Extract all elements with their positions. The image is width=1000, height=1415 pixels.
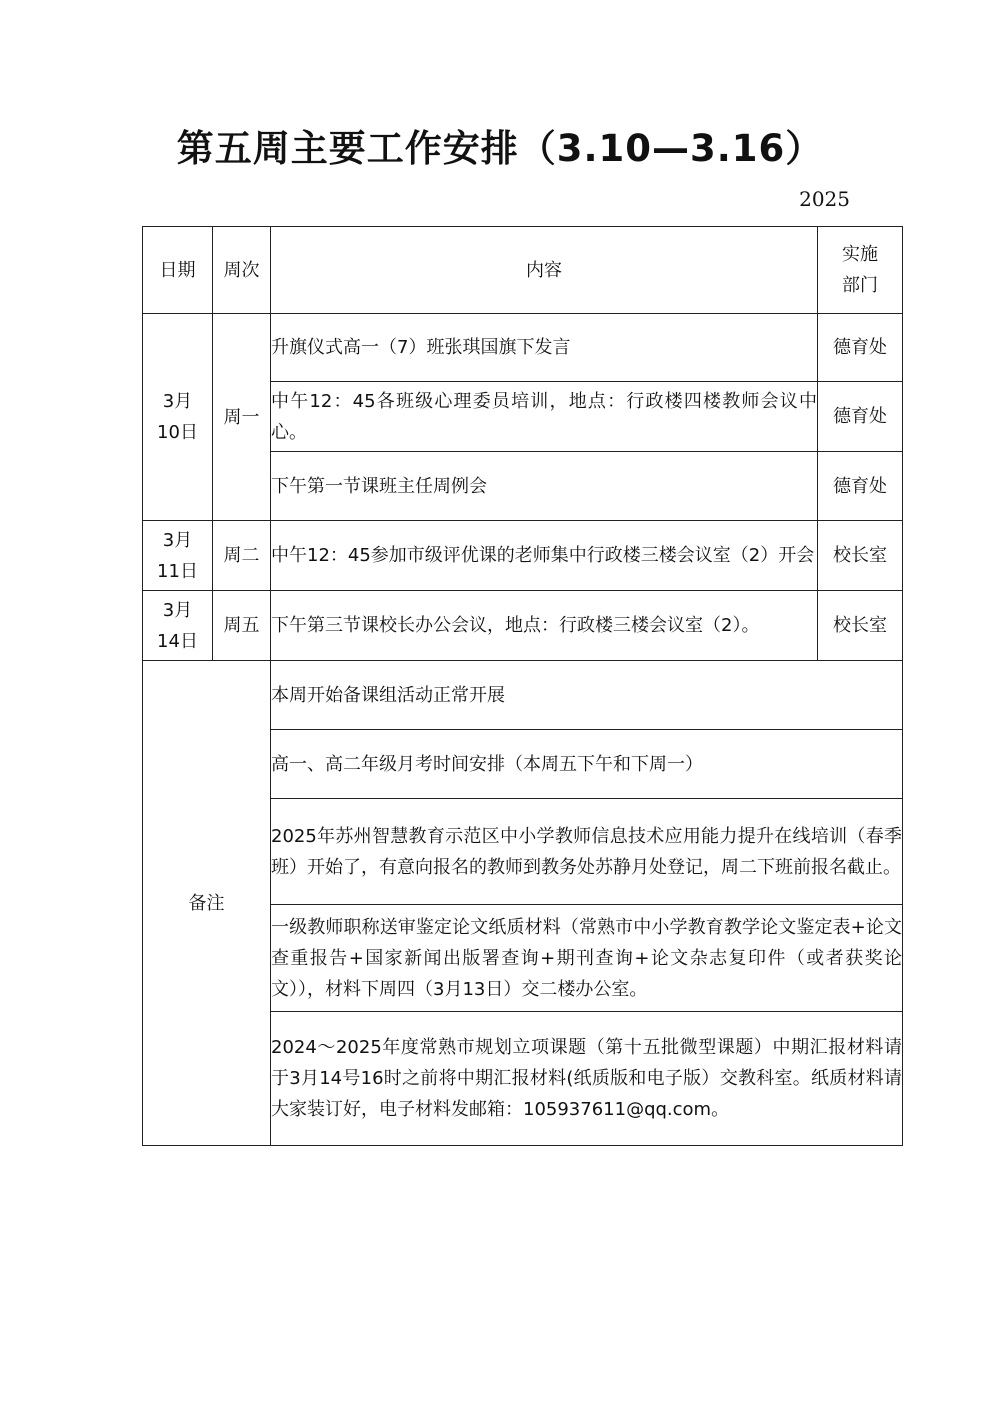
date-cell bbox=[143, 521, 213, 591]
remark-row bbox=[143, 661, 903, 730]
header-row bbox=[143, 227, 903, 314]
dept-cell: 校长室 bbox=[818, 521, 903, 591]
remark-item: 2025年苏州智慧教育示范区中小学教师信息技术应用能力提升在线培训（春季班）开始了，有意向报名的教师到教务处苏静月处登记，周二下班前报名截止。 bbox=[271, 799, 903, 905]
date-day: 10日 bbox=[157, 422, 198, 443]
weekday-cell: 周五 bbox=[213, 591, 271, 661]
dept-cell: 德育处 bbox=[818, 382, 903, 452]
weekday-cell: 周一 bbox=[213, 314, 271, 521]
table-row bbox=[143, 591, 903, 661]
date-cell bbox=[143, 591, 213, 661]
content-cell: 下午第一节课班主任周例会 bbox=[271, 452, 818, 521]
page-title: 第五周主要工作安排（3.10—3.16） bbox=[176, 127, 824, 170]
dept-cell: 德育处 bbox=[818, 452, 903, 521]
dept-cell: 校长室 bbox=[818, 591, 903, 661]
remark-item: 高一、高二年级月考时间安排（本周五下午和下周一） bbox=[271, 730, 903, 799]
table-row bbox=[143, 314, 903, 382]
date-day: 14日 bbox=[157, 630, 198, 652]
content-cell: 下午第三节课校长办公会议，地点：行政楼三楼会议室（2）。 bbox=[271, 591, 818, 661]
remark-item: 2024～2025年度常熟市规划立项课题（第十五批微型课题）中期汇报材料请于3月14号16时之前将中期汇报材料(纸质版和电子版）交教科室。纸质材料请大家装订好，电子材料发邮箱：105937611@qq.com。 bbox=[271, 1012, 903, 1146]
weekday-cell: 周二 bbox=[213, 521, 271, 591]
header-dept-line2: 部门 bbox=[842, 275, 878, 296]
content-cell: 升旗仪式高一（7）班张琪国旗下发言 bbox=[271, 314, 818, 382]
header-dept-line1: 实施 bbox=[842, 244, 878, 265]
date-day: 11日 bbox=[157, 560, 198, 582]
schedule-table bbox=[142, 226, 903, 1146]
remarks-label: 备注 bbox=[143, 661, 271, 1146]
header-content: 内容 bbox=[271, 227, 818, 314]
remark-item: 一级教师职称送审鉴定论文纸质材料（常熟市中小学教育教学论文鉴定表+论文查重报告+国家新闻出版署查询+期刊查询+论文杂志复印件（或者获奖论文）），材料下周四（3月13日）交二楼办公室。 bbox=[271, 905, 903, 1012]
year-label: 2025 bbox=[799, 187, 850, 211]
remark-item: 本周开始备课组活动正常开展 bbox=[271, 661, 903, 730]
dept-cell: 德育处 bbox=[818, 314, 903, 382]
header-date: 日期 bbox=[143, 227, 213, 314]
date-month: 3月 bbox=[162, 529, 193, 551]
date-month: 3月 bbox=[162, 391, 193, 412]
date-month: 3月 bbox=[162, 599, 193, 621]
content-cell: 中午12：45各班级心理委员培训，地点：行政楼四楼教师会议中心。 bbox=[271, 382, 818, 452]
header-week: 周次 bbox=[213, 227, 271, 314]
date-cell bbox=[143, 314, 213, 521]
header-dept bbox=[818, 227, 903, 314]
content-cell: 中午12：45参加市级评优课的老师集中行政楼三楼会议室（2）开会 bbox=[271, 521, 818, 591]
table-row bbox=[143, 521, 903, 591]
